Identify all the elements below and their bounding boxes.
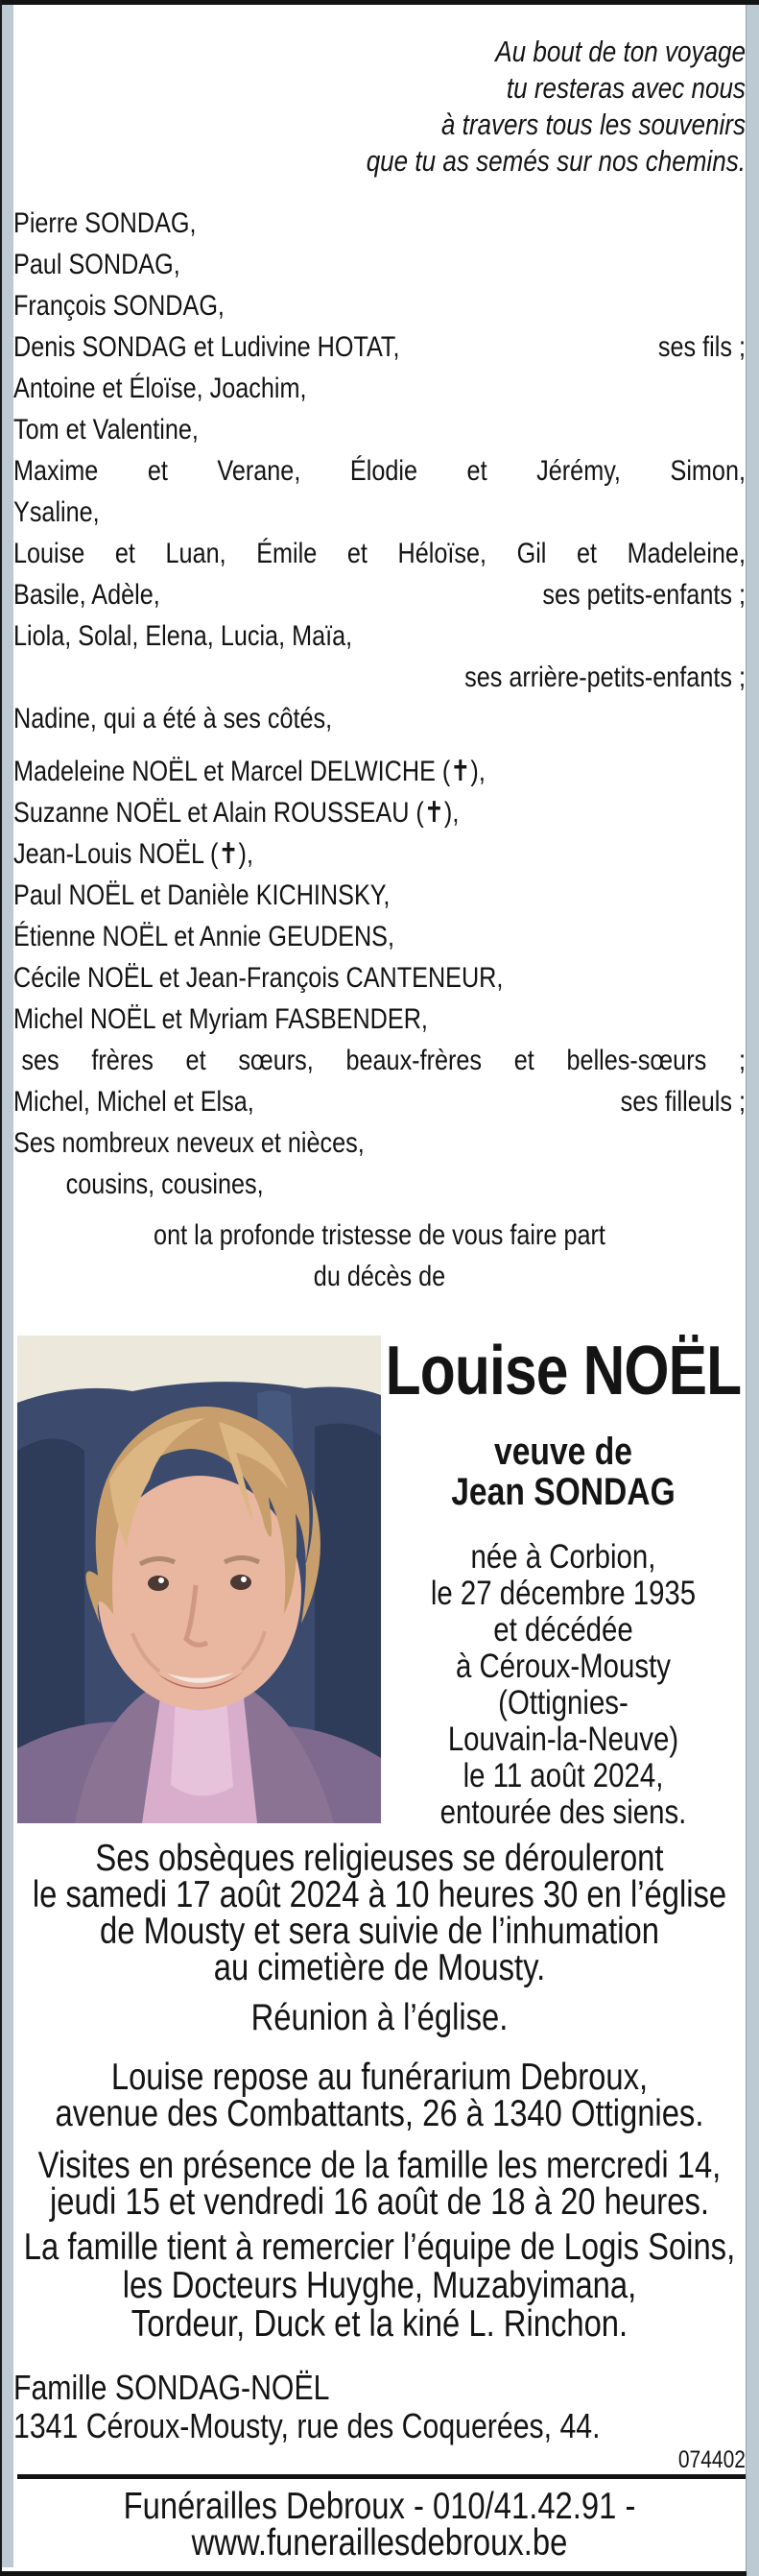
funeral-line: Ses obsèques religieuses se dérouleront [95,1838,664,1879]
funeral-home-contact: Funérailles Debroux - 010/41.42.91 - [123,2486,636,2527]
family-names: Ses nombreux neveux et nièces, [13,1127,365,1159]
family-names: Madeleine NOËL et Marcel DELWICHE (✝), [13,756,486,787]
family-names: Cécile NOËL et Jean-François CANTENEUR, [13,962,504,994]
family-names: François SONDAG, [13,290,225,322]
family-names: cousins, cousines, [65,1168,264,1200]
family-line [13,450,746,492]
announcement [13,1215,746,1297]
detail-line: et décédée [493,1611,633,1649]
family-line [13,999,746,1040]
visits-line: jeudi 15 et vendredi 16 août de 18 à 20 heures. [50,2181,709,2223]
announcement-line: ont la profonde tristesse de vous faire part [154,1219,605,1251]
birth-death-details [381,1539,746,1831]
detail-line: le 11 août 2024, [463,1757,664,1794]
funeral-line: de Mousty et sera suivie de l’inhumation [100,1911,659,1952]
family-line [13,368,746,409]
detail-line: à Céroux-Mousty [456,1648,671,1685]
portrait-photo [17,1336,381,1823]
family-line [13,533,746,574]
family-address-line: 1341 Céroux-Mousty, rue des Coquerées, 44. [13,2406,601,2445]
family-line [13,751,746,792]
family-line [13,916,746,957]
family-line [13,698,746,739]
family-line [13,1164,746,1205]
poem-line: tu resteras avec nous [506,71,746,105]
reference-number: 074402 [677,2446,746,2473]
right-margin-strip [746,5,759,2576]
portrait-photo-illustration [17,1336,381,1823]
family-line [13,833,746,875]
detail-line: le 27 décembre 1935 [430,1575,697,1612]
poem-line: à travers tous les souvenirs [440,108,746,141]
family-names: Paul NOËL et Danièle KICHINSKY, [13,879,391,911]
repose-line: Louise repose au funérarium Debroux, [110,2057,649,2098]
relation-note: ses fils ; [657,331,746,363]
family-line [13,285,746,326]
family-names: Antoine et Éloïse, Joachim, [13,373,307,404]
thanks-line: Tordeur, Duck et la kiné L. Rinchon. [130,2303,629,2345]
family-name-line: Famille SONDAG-NOËL [13,2368,330,2407]
relation-block [381,1432,746,1512]
family-signature [13,2369,746,2445]
family-line [13,875,746,916]
spouse-name: Jean SONDAG [451,1471,676,1513]
thanks-line: La famille tient à remercier l’équipe de Logis Soins, [23,2227,736,2268]
identity-column [381,1333,746,1831]
bottom-border [0,2571,747,2576]
family-line [13,1122,746,1164]
detail-line: Louvain-la-Neuve) [447,1721,679,1758]
family-line [13,492,746,533]
deceased-name: Louise NOËL [385,1333,742,1409]
memorial-poem [13,34,747,180]
thanks-info [13,2228,746,2344]
family-line [13,1040,746,1081]
family-names: Étienne NOËL et Annie GEUDENS, [13,921,395,952]
family-line [13,326,746,368]
family-line [13,615,746,657]
family-line [13,244,746,285]
relation-note: ses petits-enfants ; [542,579,746,611]
photo-and-identity-row [13,1333,746,1831]
family-line [13,574,746,615]
funeral-line: le samedi 17 août 2024 à 10 heures 30 en l’église [32,1874,727,1915]
poem-line: que tu as semés sur nos chemins. [366,144,746,178]
detail-line: (Ottignies- [498,1684,629,1721]
funeral-home-website: www.funeraillesdebroux.be [191,2522,568,2564]
poem-line: Au bout de ton voyage [495,35,746,68]
relation-note: ses filleuls ; [620,1086,746,1118]
detail-line: entourée des siens. [439,1794,687,1831]
family-names: Paul SONDAG, [13,249,180,280]
family-names: Suzanne NOËL et Alain ROUSSEAU (✝), [13,797,460,829]
visits-line: Visites en présence de la famille les mercredi 14, [37,2145,722,2186]
family-names: Jean-Louis NOËL (✝), [13,838,253,870]
family-line [13,957,746,999]
thanks-line: les Docteurs Huyghe, Muzabyimana, [122,2265,637,2306]
reunion-note: Réunion à l’église. [250,1997,509,2038]
funeral-line: au cimetière de Mousty. [213,1947,546,1988]
funeral-home-footer [13,2486,746,2564]
family-names: Michel NOËL et Myriam FASBENDER, [13,1003,428,1035]
family-line [13,657,746,698]
family-names: Tom et Valentine, [13,414,199,445]
detail-line: née à Corbion, [470,1538,656,1576]
family-names: Liola, Solal, Elena, Lucia, Maïa, [13,620,353,652]
relation-label: veuve de [494,1431,632,1473]
family-names: Nadine, qui a été à ses côtés, [13,703,333,734]
left-margin-strip [2,5,13,2567]
family-names: Louise et Luan, Émile et Héloïse, Gil et Madeleine, [13,538,746,569]
separator-rule [17,2474,746,2479]
family-line [13,792,746,833]
funeral-service-info [13,1838,746,1988]
repose-info [13,2059,746,2132]
family-names: Denis SONDAG et Ludivine HOTAT, [13,331,400,363]
family-names: Maxime et Verane, Élodie et Jérémy, Simon, [13,455,746,487]
family-names: Michel, Michel et Elsa, [13,1086,254,1118]
family-line [13,203,746,244]
family-line [13,1081,746,1122]
family-names: Ysaline, [13,496,100,528]
relation-note: ses arrière-petits-enfants ; [464,662,746,693]
family-names: Basile, Adèle, [13,579,160,611]
family-list [13,203,746,1205]
family-line [13,409,746,450]
visits-info [13,2145,746,2223]
repose-line: avenue des Combattants, 26 à 1340 Ottignies. [55,2093,704,2134]
notice-content [13,5,746,2562]
family-names: Pierre SONDAG, [13,207,197,239]
announcement-line: du décès de [313,1261,446,1292]
family-names: ses frères et sœurs, beaux-frères et belles-sœurs ; [21,1045,746,1076]
